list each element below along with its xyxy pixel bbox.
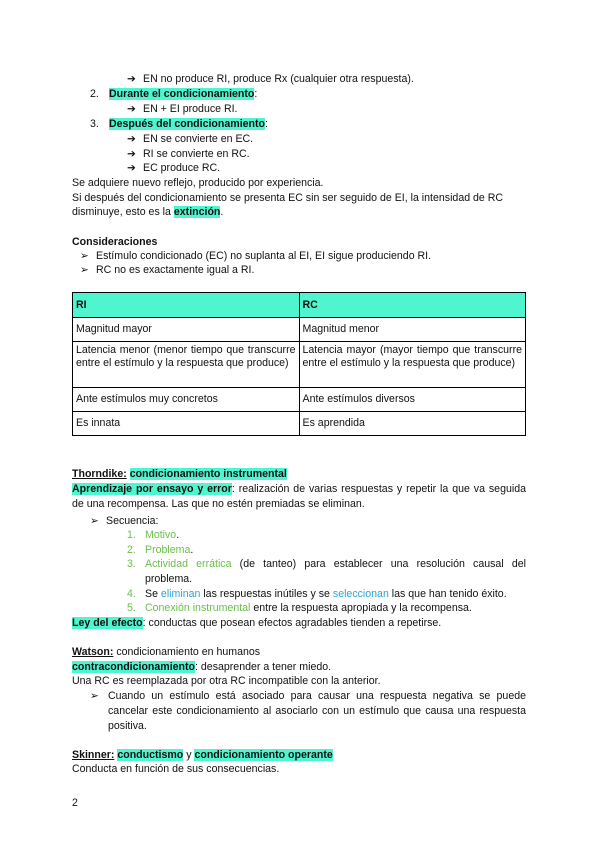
thorndike-heading: Thorndike: condicionamiento instrumental [72, 468, 287, 480]
considerations-heading: Consideraciones [72, 236, 158, 248]
triangle-bullet-icon: ➢ [80, 264, 89, 276]
step-3-a: ➔ EN se convierte en EC. [127, 133, 254, 145]
paragraph-reflex: Se adquiere nuevo reflejo, producido por experiencia. [72, 177, 324, 189]
table-row [73, 388, 526, 412]
table-row [73, 318, 526, 342]
sequence-step: 1. Motivo. [127, 529, 180, 541]
table-cell: Es innata [73, 412, 300, 436]
table-cell: Magnitud mayor [73, 318, 300, 342]
step-3: 3. Después del condicionamiento: [90, 118, 268, 130]
table-cell: Magnitud menor [299, 318, 526, 342]
arrow-right-icon: ➔ [127, 148, 136, 160]
watson-line: Una RC es reemplazada por otra RC incompatible con la anterior. [72, 675, 381, 687]
thorndike-learning: Aprendizaje por ensayo y error: realización de varias respuestas y repetir la que va seguida de una recompensa. Las que no estén premiadas se eliminan. [72, 483, 526, 510]
triangle-bullet-icon: ➢ [90, 690, 99, 702]
counterconditioning: contracondicionamiento: desaprender a tener miedo. [72, 661, 332, 673]
arrow-right-icon: ➔ [127, 103, 136, 115]
paragraph-extinction-1: Si después del condicionamiento se presenta EC sin ser seguido de EI, la intensidad de RC [72, 192, 504, 204]
skinner-text: Conducta en función de sus consecuencias. [72, 763, 280, 775]
watson-bullet: ➢ Cuando un estímulo está asociado para causar una respuesta negativa se puede cancelar este condicionamiento al asociarlo con un estímulo que causa una respuesta positiva. [90, 690, 526, 732]
consideration-item: ➢ Estímulo condicionado (EC) no suplanta al EI, EI sigue produciendo RI. [80, 250, 432, 262]
sequence-step: 2. Problema. [127, 544, 194, 556]
arrow-right-icon: ➔ [127, 133, 136, 145]
table-cell: Ante estímulos diversos [299, 388, 526, 412]
table-cell: Es aprendida [299, 412, 526, 436]
step-3-b: ➔ RI se convierte en RC. [127, 148, 250, 160]
table-row [73, 412, 526, 436]
law-of-effect: Ley del efecto: conductas que posean efectos agradables tienden a repetirse. [72, 617, 442, 629]
sequence-step: 5. Conexión instrumental entre la respuesta apropiada y la recompensa. [127, 602, 472, 614]
table-header-row [73, 293, 526, 318]
step-3-c: ➔ EC produce RC. [127, 162, 221, 174]
page-number: 2 [72, 797, 78, 809]
consideration-item: ➢ RC no es exactamente igual a RI. [80, 264, 255, 276]
cond-line0: ➔ EN no produce RI, produce Rx (cualquier otra respuesta). [127, 73, 414, 85]
watson-heading: Watson: condicionamiento en humanos [72, 646, 261, 658]
table-header-ri: RI [73, 293, 300, 318]
sequence-step: 3. Actividad errática (de tanteo) para establecer una resolución causal del problema. [127, 558, 526, 585]
sequence-label: ➢ Secuencia: [90, 515, 159, 527]
table-cell: Latencia mayor (mayor tiempo que transcurre entre el estímulo y la respuesta que produce) [299, 342, 526, 388]
sequence-step: 4. Se eliminan las respuestas inútiles y se seleccionan las que han tenido éxito. [127, 588, 507, 600]
table-cell: Ante estímulos muy concretos [73, 388, 300, 412]
triangle-bullet-icon: ➢ [80, 250, 89, 262]
step-2: 2. Durante el condicionamiento: [90, 88, 258, 100]
paragraph-extinction-2: disminuye, esto es la extinción. [72, 206, 224, 218]
table-cell: Latencia menor (menor tiempo que transcurre entre el estímulo y la respuesta que produce) [73, 342, 300, 388]
table-header-rc: RC [299, 293, 526, 318]
arrow-right-icon: ➔ [127, 73, 136, 85]
comparison-table [72, 292, 526, 436]
step-2-a: ➔ EN + EI produce RI. [127, 103, 238, 115]
table-row [73, 342, 526, 388]
triangle-bullet-icon: ➢ [90, 515, 99, 527]
arrow-right-icon: ➔ [127, 162, 136, 174]
skinner-heading: Skinner: conductismo y condicionamiento operante [72, 749, 333, 761]
